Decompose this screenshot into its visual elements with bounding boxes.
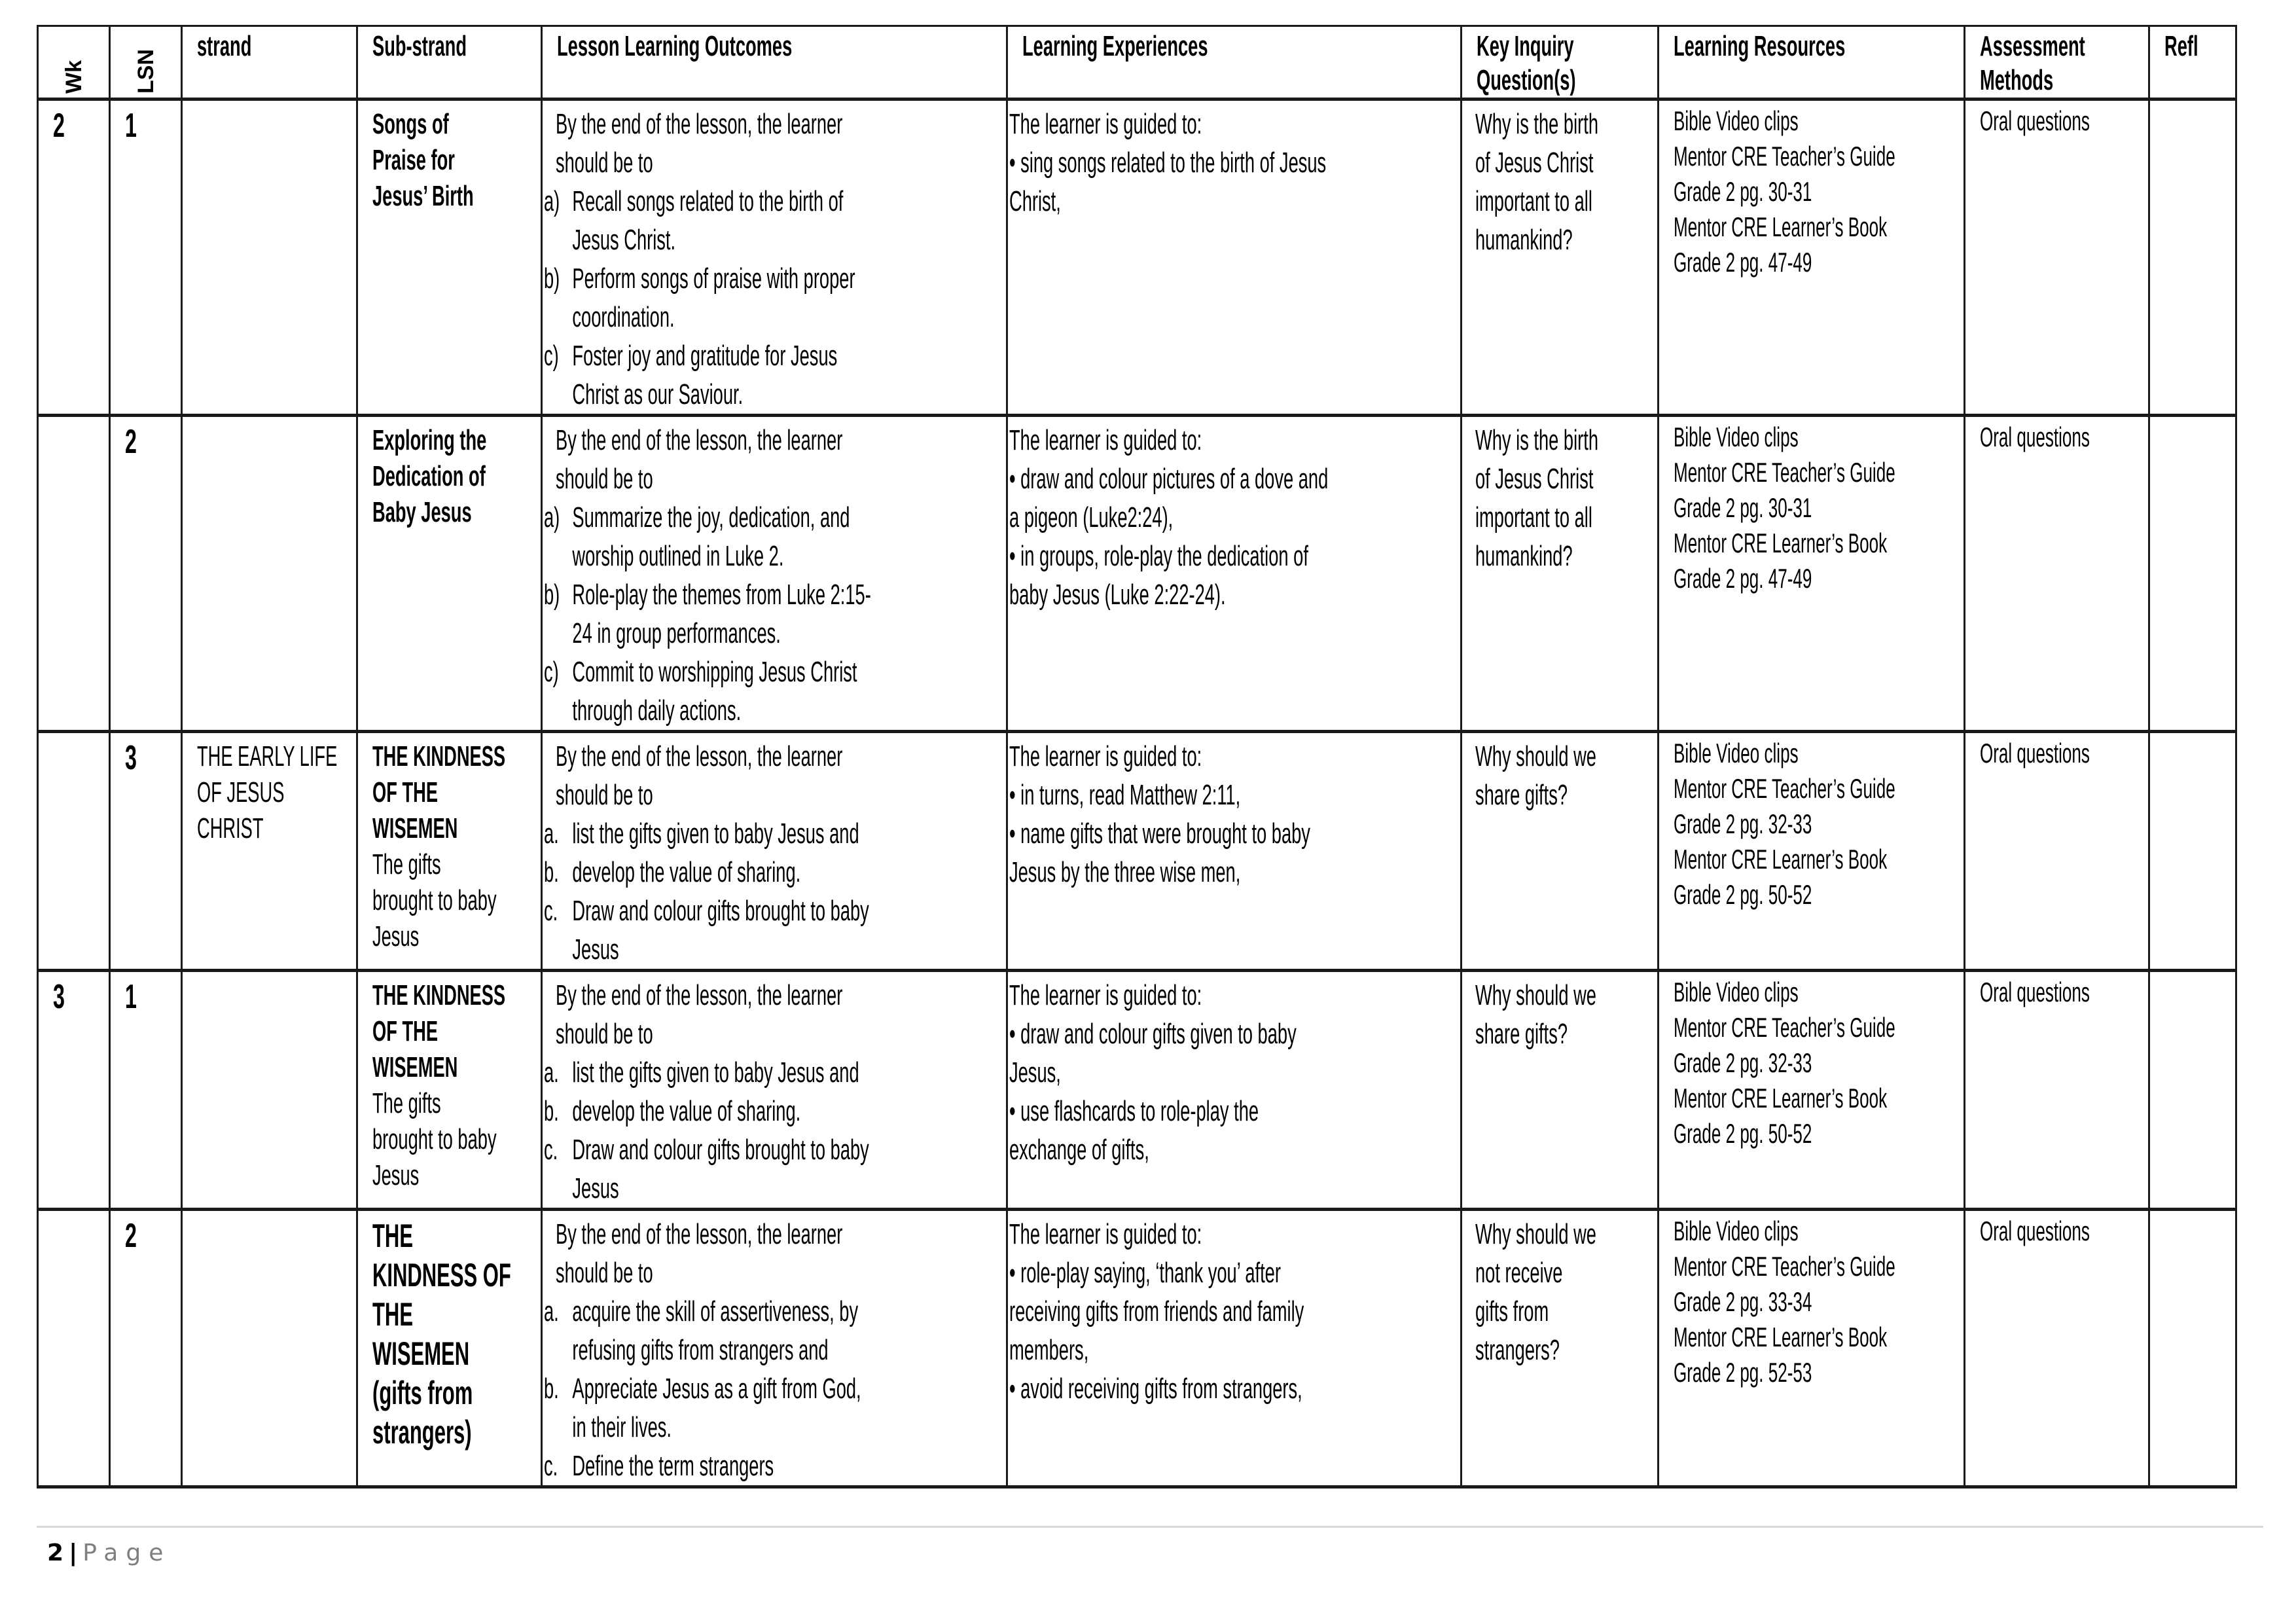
cell-strand (182, 1210, 357, 1487)
cell-strand (182, 416, 357, 732)
cell-learning-experiences: The learner is guided to: • role-play saying, ‘thank you’ after receiving gifts from friends and family members, • avoid receiving gifts from strangers, (1007, 1210, 1462, 1487)
cell-learning-resources: Bible Video clips Mentor CRE Teacher’s Guide Grade 2 pg. 30-31 Mentor CRE Learner’s Book Grade 2 pg. 47-49 (1659, 99, 1965, 416)
outcome-item: c) Commit to worshipping Jesus Christ (544, 656, 857, 688)
outcome-item: b. develop the value of sharing. (544, 856, 801, 888)
cell-learning-resources: Bible Video clips Mentor CRE Teacher’s Guide Grade 2 pg. 32-33 Mentor CRE Learner’s Book Grade 2 pg. 50-52 (1659, 971, 1965, 1210)
outcome-item: a. acquire the skill of assertiveness, by (544, 1295, 859, 1327)
cell-week (38, 99, 110, 416)
cell-reflection (2149, 1210, 2236, 1487)
header-reflection: Refl (2149, 26, 2236, 99)
cell-key-inquiry: Why should we not receive gifts from strangers? (1462, 1210, 1659, 1487)
header-inquiry: Key Inquiry Question(s) (1462, 26, 1659, 99)
header-row (38, 26, 2236, 99)
cell-learning-outcomes: By the end of the lesson, the learner should be to a) Summarize the joy, dedication, and worship outlined in Luke 2. b) Role-play the themes from Luke 2:15- 24 in group performances. c) Commit to worshipping Jesus Christ through daily actions. (542, 416, 1007, 732)
cell-strand (182, 99, 357, 416)
cell-learning-resources: Bible Video clips Mentor CRE Teacher’s Guide Grade 2 pg. 33-34 Mentor CRE Learner’s Book Grade 2 pg. 52-53 (1659, 1210, 1965, 1487)
header-strand: strand (182, 26, 357, 99)
cell-learning-resources: Bible Video clips Mentor CRE Teacher’s Guide Grade 2 pg. 32-33 Mentor CRE Learner’s Book Grade 2 pg. 50-52 (1659, 732, 1965, 971)
header-sub-strand: Sub-strand (357, 26, 542, 99)
cell-key-inquiry: Why is the birth of Jesus Christ important to all humankind? (1462, 99, 1659, 416)
page-label: Page (82, 1540, 171, 1566)
cell-lesson (110, 732, 182, 971)
cell-learning-outcomes: By the end of the lesson, the learner should be to a. list the gifts given to baby Jesus and b. develop the value of sharing. c. Draw and colour gifts brought to baby Jesus (542, 971, 1007, 1210)
cell-learning-resources: Bible Video clips Mentor CRE Teacher’s Guide Grade 2 pg. 30-31 Mentor CRE Learner’s Book Grade 2 pg. 47-49 (1659, 416, 1965, 732)
cell-week (38, 732, 110, 971)
cell-assessment: Oral questions (1965, 416, 2149, 732)
page-footer (47, 1540, 171, 1566)
cell-sub-strand: THE KINDNESS OF THE WISEMEN The gifts brought to baby Jesus (357, 732, 542, 971)
cell-key-inquiry: Why should we share gifts? (1462, 732, 1659, 971)
outcome-item: b. develop the value of sharing. (544, 1095, 801, 1127)
scheme-of-work-table (37, 25, 2237, 1489)
cell-learning-experiences: The learner is guided to: • in turns, read Matthew 2:11, • name gifts that were brought to baby Jesus by the three wise men, (1007, 732, 1462, 971)
outcome-item: c) Foster joy and gratitude for Jesus (544, 340, 838, 372)
cell-assessment: Oral questions (1965, 99, 2149, 416)
cell-sub-strand: THE KINDNESS OF THE WISEMEN (gifts from strangers) (357, 1210, 542, 1487)
lesson-number: 2 (125, 423, 137, 461)
table-row (38, 99, 2236, 416)
header-lsn: LSN (110, 26, 182, 99)
table-row (38, 1210, 2236, 1487)
outcome-item: c. Draw and colour gifts brought to baby (544, 1134, 869, 1166)
week-number: 3 (53, 978, 65, 1016)
outcome-item: a) Summarize the joy, dedication, and (544, 501, 850, 533)
cell-learning-outcomes: By the end of the lesson, the learner should be to a) Recall songs related to the birth of Jesus Christ. b) Perform songs of praise with proper coordination. c) Foster joy and gratitude for Jesus Christ as our Saviour. (542, 99, 1007, 416)
cell-learning-experiences: The learner is guided to: • draw and colour pictures of a dove and a pigeon (Luke2:24), • in groups, role-play the dedication of baby Jesus (Luke 2:22-24). (1007, 416, 1462, 732)
outcome-item: a. list the gifts given to baby Jesus and (544, 1056, 859, 1089)
lesson-number: 1 (125, 107, 137, 145)
cell-assessment: Oral questions (1965, 1210, 2149, 1487)
cell-reflection (2149, 971, 2236, 1210)
outcome-item: b) Role-play the themes from Luke 2:15- (544, 579, 871, 611)
lesson-number: 1 (125, 978, 137, 1016)
cell-sub-strand: Songs of Praise for Jesus’ Birth (357, 99, 542, 416)
cell-key-inquiry: Why is the birth of Jesus Christ important to all humankind? (1462, 416, 1659, 732)
header-wk: Wk (38, 26, 110, 99)
cell-assessment: Oral questions (1965, 971, 2149, 1210)
page-number: 2 (47, 1540, 64, 1566)
cell-lesson (110, 1210, 182, 1487)
cell-reflection (2149, 416, 2236, 732)
header-assessment: Assessment Methods (1965, 26, 2149, 99)
cell-learning-outcomes: By the end of the lesson, the learner should be to a. acquire the skill of assertiveness, by refusing gifts from strangers and b. Appreciate Jesus as a gift from God, in their lives. c. Define the term strangers (542, 1210, 1007, 1487)
cell-reflection (2149, 99, 2236, 416)
footer-rule (37, 1526, 2263, 1528)
cell-strand (182, 971, 357, 1210)
cell-week (38, 971, 110, 1210)
outcome-item: b) Perform songs of praise with proper (544, 262, 855, 295)
lesson-number: 2 (125, 1217, 137, 1255)
outcome-item: c. Draw and colour gifts brought to baby (544, 895, 869, 927)
cell-lesson (110, 99, 182, 416)
cell-lesson (110, 971, 182, 1210)
cell-sub-strand: THE KINDNESS OF THE WISEMEN The gifts brought to baby Jesus (357, 971, 542, 1210)
table-row (38, 416, 2236, 732)
outcome-item: a. list the gifts given to baby Jesus and (544, 818, 859, 850)
cell-learning-experiences: The learner is guided to: • sing songs related to the birth of Jesus Christ, (1007, 99, 1462, 416)
lesson-number: 3 (125, 739, 137, 777)
cell-lesson (110, 416, 182, 732)
cell-strand: THE EARLY LIFE OF JESUS CHRIST (182, 732, 357, 971)
cell-learning-outcomes: By the end of the lesson, the learner should be to a. list the gifts given to baby Jesus and b. develop the value of sharing. c. Draw and colour gifts brought to baby Jesus (542, 732, 1007, 971)
cell-week (38, 416, 110, 732)
header-experiences: Learning Experiences (1007, 26, 1462, 99)
footer-separator: | (69, 1540, 78, 1566)
outcome-item: c. Define the term strangers (544, 1450, 774, 1482)
outcome-item: b. Appreciate Jesus as a gift from God, (544, 1373, 861, 1405)
cell-sub-strand: Exploring the Dedication of Baby Jesus (357, 416, 542, 732)
header-resources: Learning Resources (1659, 26, 1965, 99)
cell-learning-experiences: The learner is guided to: • draw and colour gifts given to baby Jesus, • use flashcards to role-play the exchange of gifts, (1007, 971, 1462, 1210)
cell-week (38, 1210, 110, 1487)
outcome-item: a) Recall songs related to the birth of (544, 185, 844, 217)
header-outcomes: Lesson Learning Outcomes (542, 26, 1007, 99)
table-row (38, 971, 2236, 1210)
week-number: 2 (53, 107, 65, 145)
cell-reflection (2149, 732, 2236, 971)
cell-assessment: Oral questions (1965, 732, 2149, 971)
table-row (38, 732, 2236, 971)
cell-key-inquiry: Why should we share gifts? (1462, 971, 1659, 1210)
